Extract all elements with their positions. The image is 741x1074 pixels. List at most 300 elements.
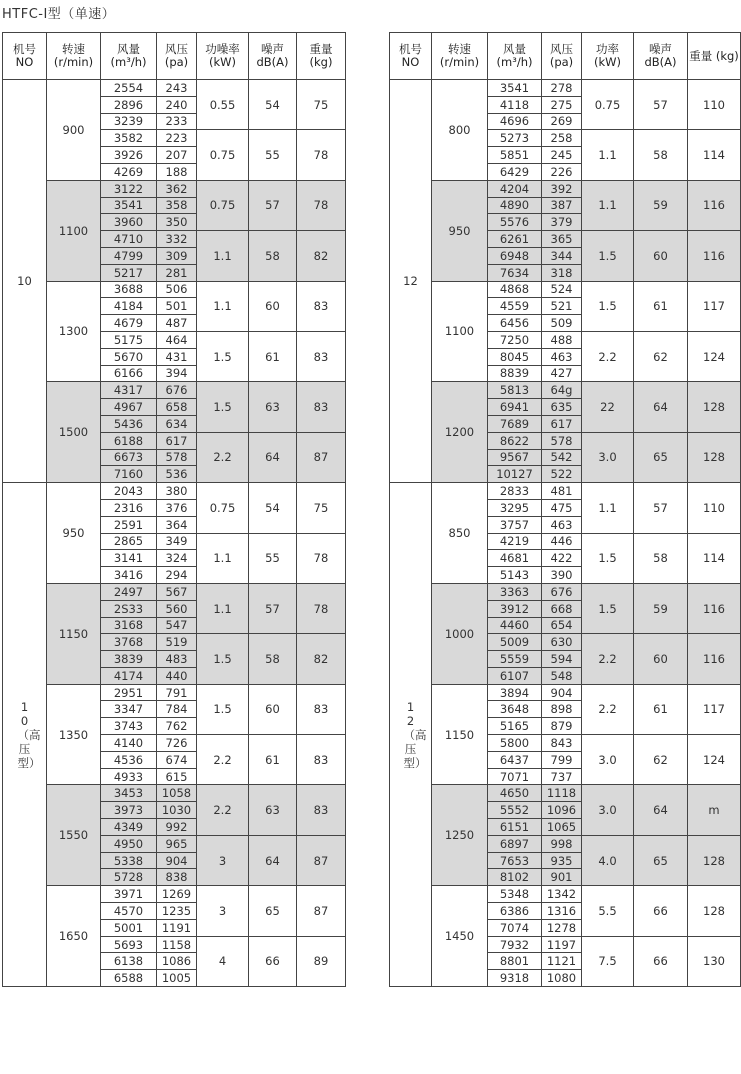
col-header-model: 机号 NO	[3, 33, 47, 80]
weight-cell: 83	[297, 382, 346, 432]
weight-cell: 82	[297, 634, 346, 684]
noise-cell: 55	[249, 130, 297, 180]
airflow-cell: 3839	[101, 651, 157, 668]
noise-cell: 63	[249, 785, 297, 835]
pressure-cell: 1030	[157, 802, 197, 819]
airflow-cell: 2S33	[101, 600, 157, 617]
airflow-cell: 2316	[101, 499, 157, 516]
pressure-cell: 762	[157, 718, 197, 735]
col-header-airflow: 风量 (m³/h)	[101, 33, 157, 80]
col-header-weight: 重量 (kg)	[688, 33, 741, 80]
weight-cell: 83	[297, 684, 346, 734]
noise-cell: 55	[249, 533, 297, 583]
pressure-cell: 318	[542, 264, 582, 281]
pressure-cell: 548	[542, 667, 582, 684]
power-cell: 3.0	[582, 735, 634, 785]
table-row	[3, 180, 346, 197]
airflow-cell: 6386	[488, 903, 542, 920]
power-cell: 0.75	[197, 483, 249, 533]
airflow-cell: 2951	[101, 684, 157, 701]
airflow-cell: 5800	[488, 735, 542, 752]
col-header-pressure: 风压 (pa)	[157, 33, 197, 80]
pressure-cell: 344	[542, 247, 582, 264]
pressure-cell: 674	[157, 751, 197, 768]
table-row	[390, 483, 741, 500]
airflow-cell: 3295	[488, 499, 542, 516]
airflow-cell: 4140	[101, 735, 157, 752]
airflow-cell: 2554	[101, 80, 157, 97]
airflow-cell: 6673	[101, 449, 157, 466]
power-cell: 1.5	[197, 331, 249, 381]
airflow-cell: 3347	[101, 701, 157, 718]
noise-cell: 64	[249, 432, 297, 482]
airflow-cell: 7250	[488, 331, 542, 348]
pressure-cell: 536	[157, 466, 197, 483]
airflow-cell: 2833	[488, 483, 542, 500]
table-row	[390, 785, 741, 802]
airflow-cell: 5143	[488, 567, 542, 584]
col-header-airflow: 风量 (m³/h)	[488, 33, 542, 80]
weight-cell: 116	[688, 180, 741, 230]
table-row	[3, 785, 346, 802]
airflow-cell: 4460	[488, 617, 542, 634]
airflow-cell: 2865	[101, 533, 157, 550]
weight-cell: 116	[688, 231, 741, 281]
weight-cell: 75	[297, 80, 346, 130]
airflow-cell: 6188	[101, 432, 157, 449]
pressure-cell: 726	[157, 735, 197, 752]
table-row	[3, 80, 346, 97]
power-cell: 5.5	[582, 886, 634, 936]
power-cell: 3	[197, 835, 249, 885]
airflow-cell: 4967	[101, 399, 157, 416]
airflow-cell: 6897	[488, 835, 542, 852]
airflow-cell: 4710	[101, 231, 157, 248]
pressure-cell: 560	[157, 600, 197, 617]
col-header-pressure: 风压 (pa)	[542, 33, 582, 80]
power-cell: 2.2	[582, 634, 634, 684]
pressure-cell: 207	[157, 147, 197, 164]
airflow-cell: 5559	[488, 651, 542, 668]
airflow-cell: 7160	[101, 466, 157, 483]
rpm-cell: 950	[47, 483, 101, 584]
airflow-cell: 8801	[488, 953, 542, 970]
noise-cell: 58	[249, 231, 297, 281]
table-row	[390, 80, 741, 97]
pressure-cell: 1096	[542, 802, 582, 819]
airflow-cell: 3541	[488, 80, 542, 97]
airflow-cell: 6261	[488, 231, 542, 248]
airflow-cell: 5576	[488, 214, 542, 231]
pressure-cell: 422	[542, 550, 582, 567]
pressure-cell: 904	[542, 684, 582, 701]
airflow-cell: 4269	[101, 163, 157, 180]
airflow-cell: 3912	[488, 600, 542, 617]
pressure-cell: 1005	[157, 970, 197, 987]
pressure-cell: 463	[542, 348, 582, 365]
airflow-cell: 8102	[488, 869, 542, 886]
airflow-cell: 5670	[101, 348, 157, 365]
pressure-cell: 483	[157, 651, 197, 668]
weight-cell: 130	[688, 936, 741, 986]
airflow-cell: 3416	[101, 567, 157, 584]
power-cell: 0.75	[197, 130, 249, 180]
pressure-cell: 427	[542, 365, 582, 382]
airflow-cell: 5348	[488, 886, 542, 903]
airflow-cell: 5175	[101, 331, 157, 348]
airflow-cell: 4890	[488, 197, 542, 214]
airflow-cell: 7932	[488, 936, 542, 953]
pressure-cell: 188	[157, 163, 197, 180]
table-row	[3, 483, 346, 500]
airflow-cell: 10127	[488, 466, 542, 483]
airflow-cell: 3960	[101, 214, 157, 231]
weight-cell: 110	[688, 483, 741, 533]
airflow-cell: 3648	[488, 701, 542, 718]
airflow-cell: 3453	[101, 785, 157, 802]
pressure-cell: 658	[157, 399, 197, 416]
power-cell: 0.75	[582, 80, 634, 130]
weight-cell: 78	[297, 180, 346, 230]
noise-cell: 66	[634, 886, 688, 936]
col-header-power: 功噪率 (kW)	[197, 33, 249, 80]
pressure-cell: 440	[157, 667, 197, 684]
airflow-cell: 4204	[488, 180, 542, 197]
weight-cell: 83	[297, 785, 346, 835]
airflow-cell: 7653	[488, 852, 542, 869]
noise-cell: 60	[249, 684, 297, 734]
rpm-cell: 1300	[47, 281, 101, 382]
airflow-cell: 3768	[101, 634, 157, 651]
airflow-cell: 5552	[488, 802, 542, 819]
noise-cell: 59	[634, 180, 688, 230]
weight-cell: 82	[297, 231, 346, 281]
pressure-cell: 879	[542, 718, 582, 735]
pressure-cell: 635	[542, 399, 582, 416]
pressure-cell: 547	[157, 617, 197, 634]
power-cell: 1.5	[197, 684, 249, 734]
pressure-cell: 281	[157, 264, 197, 281]
pressure-cell: 350	[157, 214, 197, 231]
noise-cell: 64	[249, 835, 297, 885]
noise-cell: 57	[249, 583, 297, 633]
pressure-cell: 1080	[542, 970, 582, 987]
noise-cell: 64	[634, 785, 688, 835]
pressure-cell: 578	[542, 432, 582, 449]
noise-cell: 60	[634, 231, 688, 281]
noise-cell: 60	[249, 281, 297, 331]
weight-cell: 78	[297, 130, 346, 180]
pressure-cell: 233	[157, 113, 197, 130]
rpm-cell: 1550	[47, 785, 101, 886]
power-cell: 1.1	[197, 533, 249, 583]
col-header-noise: 噪声 dB(A)	[634, 33, 688, 80]
col-header-rpm: 转速 (r/min)	[47, 33, 101, 80]
spec-table-left	[2, 32, 346, 987]
noise-cell: 58	[634, 533, 688, 583]
pressure-cell: 654	[542, 617, 582, 634]
airflow-cell: 4536	[101, 751, 157, 768]
rpm-cell: 850	[432, 483, 488, 584]
power-cell: 2.2	[197, 785, 249, 835]
table-row	[390, 281, 741, 298]
table-row	[390, 382, 741, 399]
pressure-cell: 324	[157, 550, 197, 567]
rpm-cell: 1450	[432, 886, 488, 987]
pressure-cell: 376	[157, 499, 197, 516]
pressure-cell: 1342	[542, 886, 582, 903]
pressure-cell: 1278	[542, 919, 582, 936]
airflow-cell: 4696	[488, 113, 542, 130]
airflow-cell: 4933	[101, 768, 157, 785]
pressure-cell: 1269	[157, 886, 197, 903]
airflow-cell: 3122	[101, 180, 157, 197]
airflow-cell: 9567	[488, 449, 542, 466]
weight-cell: 75	[297, 483, 346, 533]
col-header-power: 功率 (kW)	[582, 33, 634, 80]
weight-cell: 78	[297, 583, 346, 633]
pressure-cell: 394	[157, 365, 197, 382]
airflow-cell: 5813	[488, 382, 542, 399]
rpm-cell: 1200	[432, 382, 488, 483]
pressure-cell: 668	[542, 600, 582, 617]
pressure-cell: 488	[542, 331, 582, 348]
airflow-cell: 5217	[101, 264, 157, 281]
airflow-cell: 5436	[101, 415, 157, 432]
power-cell: 1.5	[582, 583, 634, 633]
airflow-cell: 7071	[488, 768, 542, 785]
noise-cell: 64	[634, 382, 688, 432]
pressure-cell: 843	[542, 735, 582, 752]
weight-cell: 128	[688, 432, 741, 482]
pressure-cell: 784	[157, 701, 197, 718]
noise-cell: 61	[634, 281, 688, 331]
rpm-cell: 1150	[432, 684, 488, 785]
airflow-cell: 5273	[488, 130, 542, 147]
rpm-cell: 1100	[432, 281, 488, 382]
weight-cell: 124	[688, 735, 741, 785]
pressure-cell: 1158	[157, 936, 197, 953]
pressure-cell: 1235	[157, 903, 197, 920]
airflow-cell: 5693	[101, 936, 157, 953]
rpm-cell: 800	[432, 80, 488, 181]
weight-cell: 128	[688, 382, 741, 432]
airflow-cell: 3757	[488, 516, 542, 533]
power-cell: 1.1	[197, 231, 249, 281]
noise-cell: 61	[249, 735, 297, 785]
power-cell: 1.1	[582, 483, 634, 533]
airflow-cell: 7689	[488, 415, 542, 432]
airflow-cell: 3926	[101, 147, 157, 164]
pressure-cell: 309	[157, 247, 197, 264]
airflow-cell: 6166	[101, 365, 157, 382]
pressure-cell: 294	[157, 567, 197, 584]
pressure-cell: 380	[157, 483, 197, 500]
weight-cell: 78	[297, 533, 346, 583]
noise-cell: 65	[634, 835, 688, 885]
airflow-cell: 3894	[488, 684, 542, 701]
airflow-cell: 5009	[488, 634, 542, 651]
pressure-cell: 390	[542, 567, 582, 584]
page-title: HTFC-Ⅰ型（单速）	[2, 7, 116, 22]
airflow-cell: 4349	[101, 819, 157, 836]
airflow-cell: 6948	[488, 247, 542, 264]
pressure-cell: 223	[157, 130, 197, 147]
airflow-cell: 3582	[101, 130, 157, 147]
airflow-cell: 3141	[101, 550, 157, 567]
power-cell: 1.1	[197, 583, 249, 633]
model-cell: 12（高压型）	[390, 483, 432, 987]
power-cell: 4.0	[582, 835, 634, 885]
col-header-model: 机号 NO	[390, 33, 432, 80]
pressure-cell: 1191	[157, 919, 197, 936]
airflow-cell: 2591	[101, 516, 157, 533]
rpm-cell: 1650	[47, 886, 101, 987]
col-header-noise: 噪声 dB(A)	[249, 33, 297, 80]
weight-cell: 128	[688, 886, 741, 936]
airflow-cell: 6151	[488, 819, 542, 836]
pressure-cell: 64g	[542, 382, 582, 399]
pressure-cell: 446	[542, 533, 582, 550]
rpm-cell: 1000	[432, 583, 488, 684]
power-cell: 2.2	[197, 432, 249, 482]
pressure-cell: 998	[542, 835, 582, 852]
airflow-cell: 3363	[488, 583, 542, 600]
pressure-cell: 1316	[542, 903, 582, 920]
airflow-cell: 4799	[101, 247, 157, 264]
table-row	[3, 281, 346, 298]
table-row	[390, 684, 741, 701]
weight-cell: 124	[688, 331, 741, 381]
power-cell: 4	[197, 936, 249, 986]
pressure-cell: 240	[157, 96, 197, 113]
power-cell: 2.2	[582, 331, 634, 381]
power-cell: 7.5	[582, 936, 634, 986]
col-header-rpm: 转速 (r/min)	[432, 33, 488, 80]
pressure-cell: 737	[542, 768, 582, 785]
pressure-cell: 838	[157, 869, 197, 886]
weight-cell: 87	[297, 432, 346, 482]
weight-cell: 114	[688, 130, 741, 180]
pressure-cell: 594	[542, 651, 582, 668]
pressure-cell: 935	[542, 852, 582, 869]
pressure-cell: 487	[157, 315, 197, 332]
airflow-cell: 4118	[488, 96, 542, 113]
airflow-cell: 6588	[101, 970, 157, 987]
airflow-cell: 6429	[488, 163, 542, 180]
airflow-cell: 4219	[488, 533, 542, 550]
power-cell: 3	[197, 886, 249, 936]
pressure-cell: 542	[542, 449, 582, 466]
noise-cell: 54	[249, 483, 297, 533]
pressure-cell: 617	[542, 415, 582, 432]
weight-cell: 87	[297, 886, 346, 936]
airflow-cell: 4184	[101, 298, 157, 315]
airflow-cell: 2043	[101, 483, 157, 500]
power-cell: 1.1	[582, 180, 634, 230]
table-row	[3, 886, 346, 903]
power-cell: 1.5	[197, 634, 249, 684]
weight-cell: 117	[688, 684, 741, 734]
pressure-cell: 630	[542, 634, 582, 651]
pressure-cell: 567	[157, 583, 197, 600]
col-header-weight: 重量 (kg)	[297, 33, 346, 80]
airflow-cell: 6138	[101, 953, 157, 970]
header-row	[3, 33, 346, 80]
pressure-cell: 634	[157, 415, 197, 432]
power-cell: 1.1	[582, 130, 634, 180]
table-row	[390, 886, 741, 903]
pressure-cell: 464	[157, 331, 197, 348]
pressure-cell: 521	[542, 298, 582, 315]
pressure-cell: 365	[542, 231, 582, 248]
pressure-cell: 524	[542, 281, 582, 298]
rpm-cell: 950	[432, 180, 488, 281]
pressure-cell: 1086	[157, 953, 197, 970]
pressure-cell: 362	[157, 180, 197, 197]
noise-cell: 58	[249, 634, 297, 684]
pressure-cell: 676	[157, 382, 197, 399]
power-cell: 1.5	[582, 533, 634, 583]
noise-cell: 61	[634, 684, 688, 734]
pressure-cell: 898	[542, 701, 582, 718]
table-row	[3, 382, 346, 399]
power-cell: 3.0	[582, 785, 634, 835]
pressure-cell: 387	[542, 197, 582, 214]
noise-cell: 65	[249, 886, 297, 936]
pressure-cell: 965	[157, 835, 197, 852]
pressure-cell: 615	[157, 768, 197, 785]
pressure-cell: 258	[542, 130, 582, 147]
airflow-cell: 5728	[101, 869, 157, 886]
airflow-cell: 5338	[101, 852, 157, 869]
airflow-cell: 3239	[101, 113, 157, 130]
noise-cell: 62	[634, 331, 688, 381]
weight-cell: 116	[688, 634, 741, 684]
airflow-cell: 4681	[488, 550, 542, 567]
power-cell: 0.75	[197, 180, 249, 230]
airflow-cell: 4950	[101, 835, 157, 852]
pressure-cell: 501	[157, 298, 197, 315]
noise-cell: 58	[634, 130, 688, 180]
power-cell: 22	[582, 382, 634, 432]
airflow-cell: 6437	[488, 751, 542, 768]
pressure-cell: 509	[542, 315, 582, 332]
pressure-cell: 1197	[542, 936, 582, 953]
airflow-cell: 7634	[488, 264, 542, 281]
airflow-cell: 4679	[101, 315, 157, 332]
noise-cell: 63	[249, 382, 297, 432]
airflow-cell: 8839	[488, 365, 542, 382]
power-cell: 2.2	[582, 684, 634, 734]
airflow-cell: 5851	[488, 147, 542, 164]
pressure-cell: 791	[157, 684, 197, 701]
airflow-cell: 5165	[488, 718, 542, 735]
airflow-cell: 8045	[488, 348, 542, 365]
pressure-cell: 904	[157, 852, 197, 869]
pressure-cell: 332	[157, 231, 197, 248]
airflow-cell: 2497	[101, 583, 157, 600]
weight-cell: 114	[688, 533, 741, 583]
power-cell: 0.55	[197, 80, 249, 130]
pressure-cell: 522	[542, 466, 582, 483]
airflow-cell: 4174	[101, 667, 157, 684]
pressure-cell: 901	[542, 869, 582, 886]
airflow-cell: 8622	[488, 432, 542, 449]
power-cell: 1.5	[582, 281, 634, 331]
weight-cell: 128	[688, 835, 741, 885]
model-cell: 12	[390, 80, 432, 483]
